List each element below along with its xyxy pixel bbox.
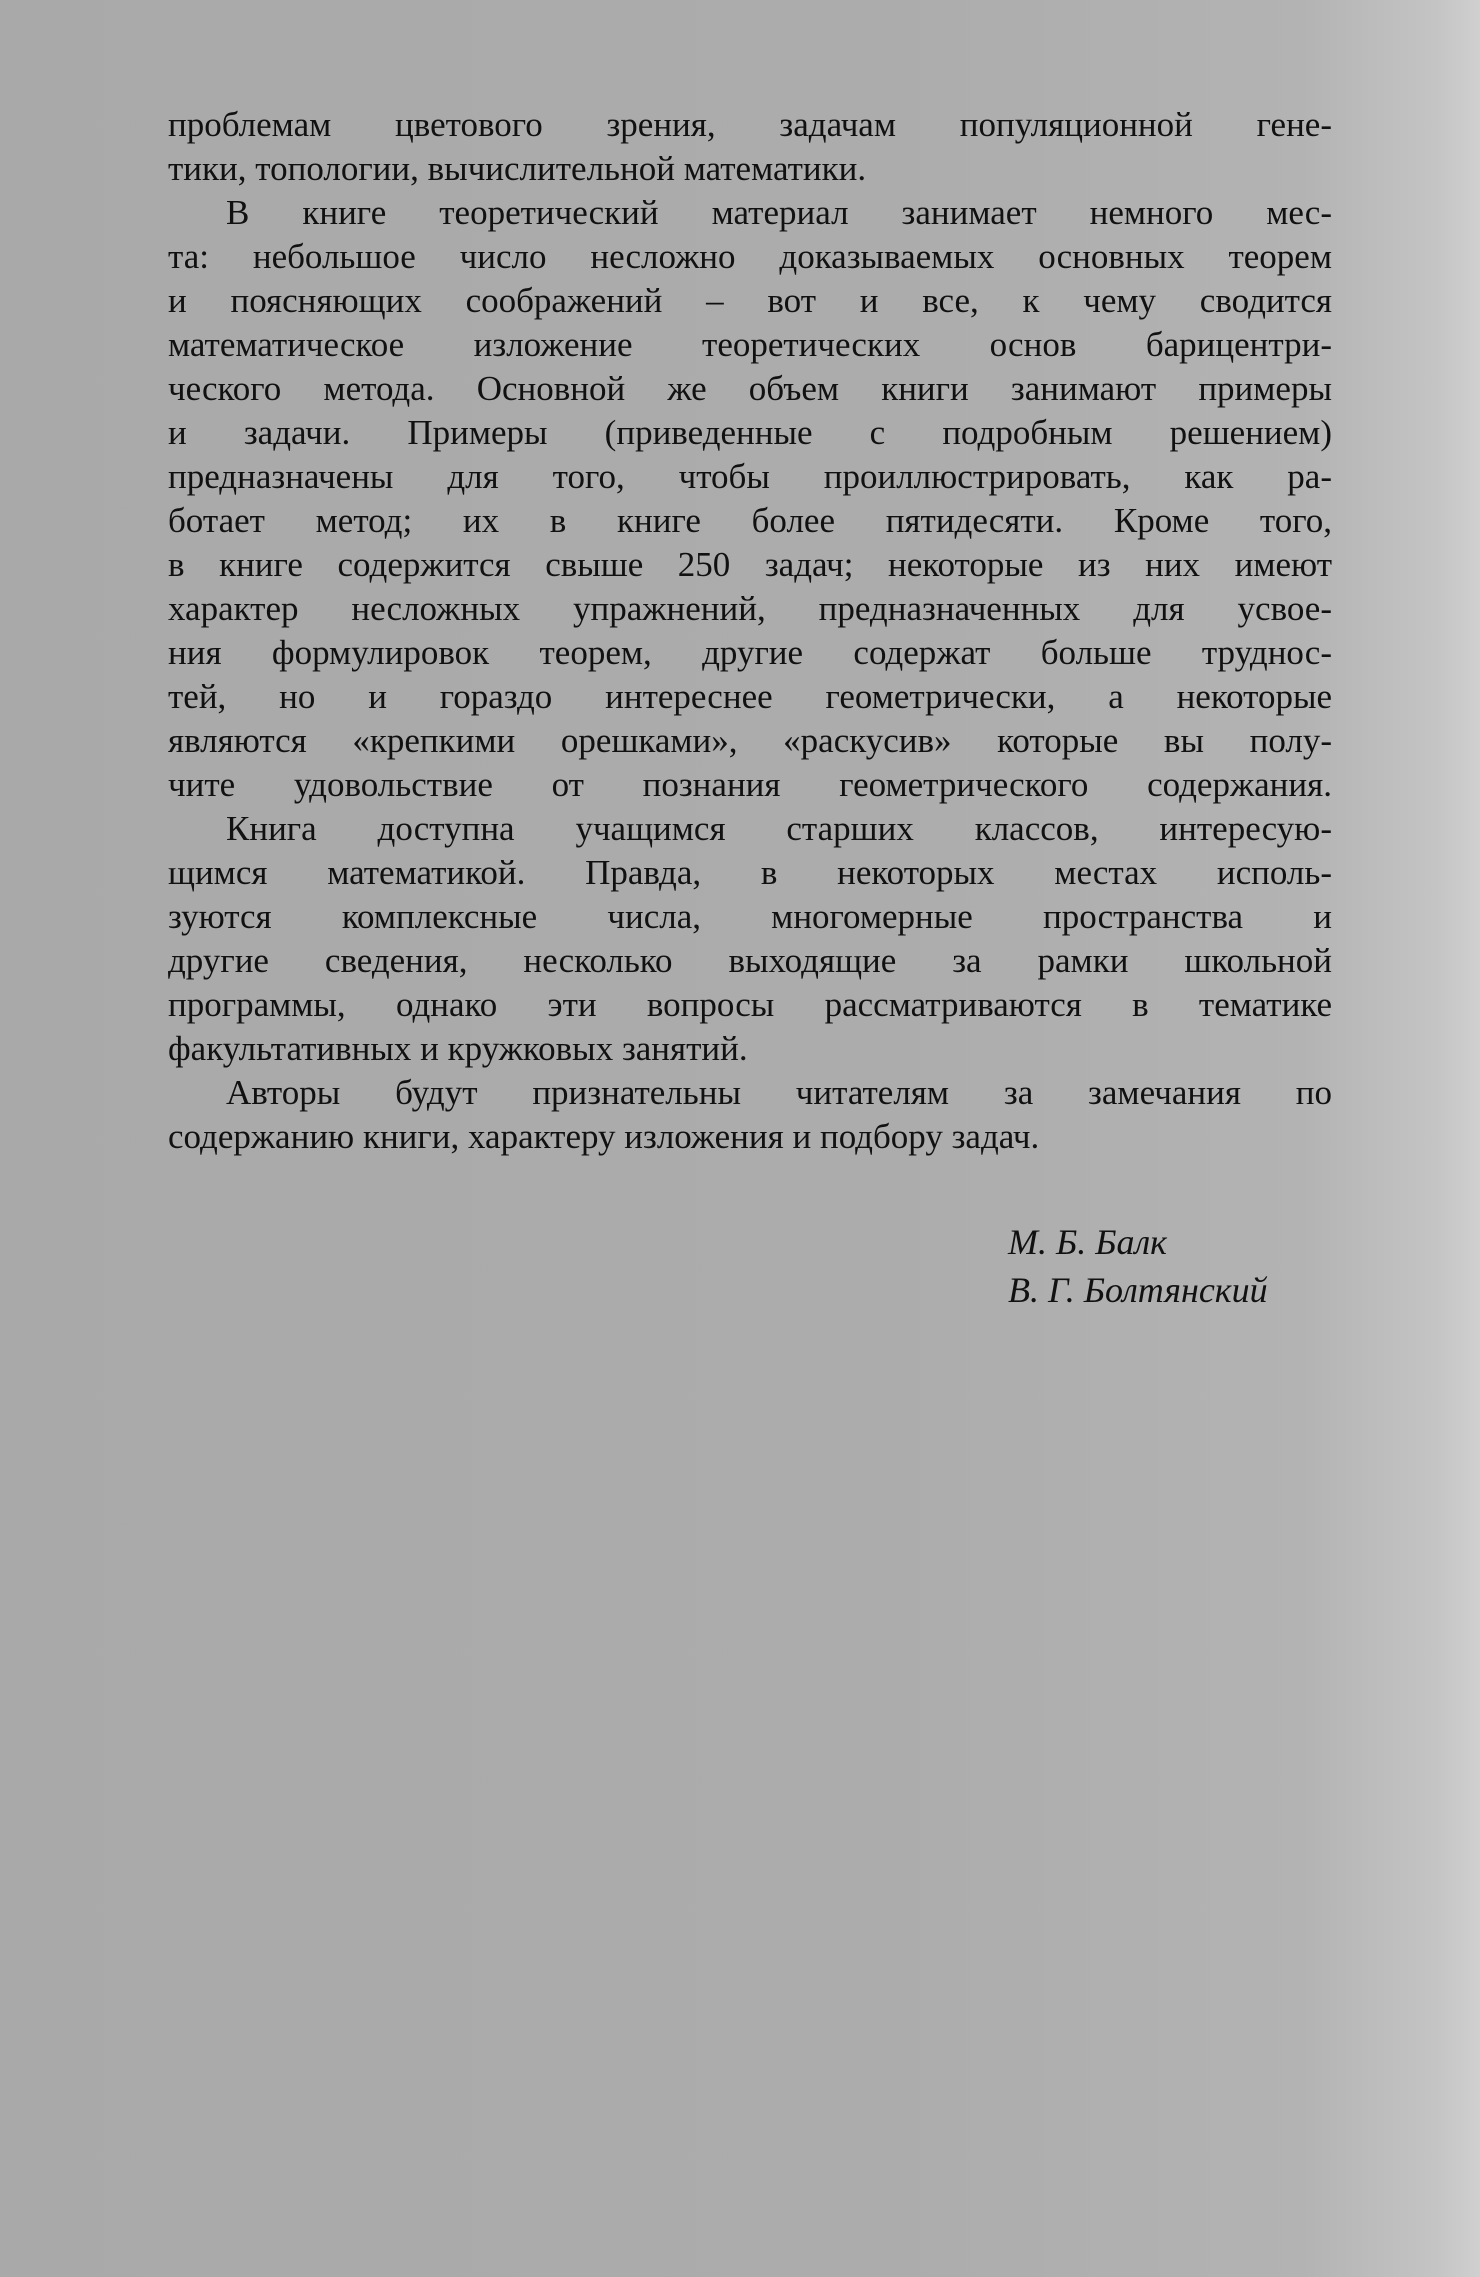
author-name: В. Г. Болтянский (1008, 1270, 1268, 1310)
text-line: факультативных и кружковых занятий. (168, 1029, 748, 1068)
text-line: чите удовольствие от познания геометрического содержания. (168, 765, 1332, 804)
text-line: щимся математикой. Правда, в некоторых местах исполь- (168, 853, 1332, 892)
text-line: содержанию книги, характеру изложения и подбору задач. (168, 1117, 1040, 1156)
text-line: В книге теоретический материал занимает немного мес- (226, 193, 1332, 232)
text-line: программы, однако эти вопросы рассматриваются в тематике (168, 985, 1332, 1024)
text-line: другие сведения, несколько выходящие за рамки школьной (168, 941, 1332, 980)
text-line: математическое изложение теоретических основ барицентри- (168, 325, 1332, 364)
text-line: Книга доступна учащимся старших классов, интересую- (226, 809, 1332, 848)
text-line: предназначены для того, чтобы проиллюстрировать, как ра- (168, 457, 1332, 496)
text-line: ния формулировок теорем, другие содержат больше труднос- (168, 633, 1332, 672)
body-text (168, 103, 1332, 1159)
text-line: ческого метода. Основной же объем книги занимают примеры (168, 369, 1332, 408)
text-line: зуются комплексные числа, многомерные пространства и (168, 897, 1332, 936)
text-line: та: небольшое число несложно доказываемых основных теорем (168, 237, 1332, 276)
text-line: ботает метод; их в книге более пятидесяти. Кроме того, (168, 501, 1332, 540)
text-line: тей, но и гораздо интереснее геометрически, а некоторые (168, 677, 1332, 716)
text-line: и задачи. Примеры (приведенные с подробным решением) (168, 413, 1332, 452)
text-line: и поясняющих соображений – вот и все, к чему сводится (168, 281, 1332, 320)
author-name: М. Б. Балк (1008, 1222, 1167, 1262)
text-line: являются «крепкими орешками», «раскусив» которые вы полу- (168, 721, 1332, 760)
text-line: характер несложных упражнений, предназначенных для усвое- (168, 589, 1332, 628)
text-line: Авторы будут признательны читателям за замечания по (226, 1073, 1332, 1112)
text-line: проблемам цветового зрения, задачам популяционной гене- (168, 105, 1332, 144)
text-line: в книге содержится свыше 250 задач; некоторые из них имеют (168, 545, 1332, 584)
authors-signature (1008, 1218, 1268, 1314)
text-line: тики, топологии, вычислительной математики. (168, 149, 867, 188)
